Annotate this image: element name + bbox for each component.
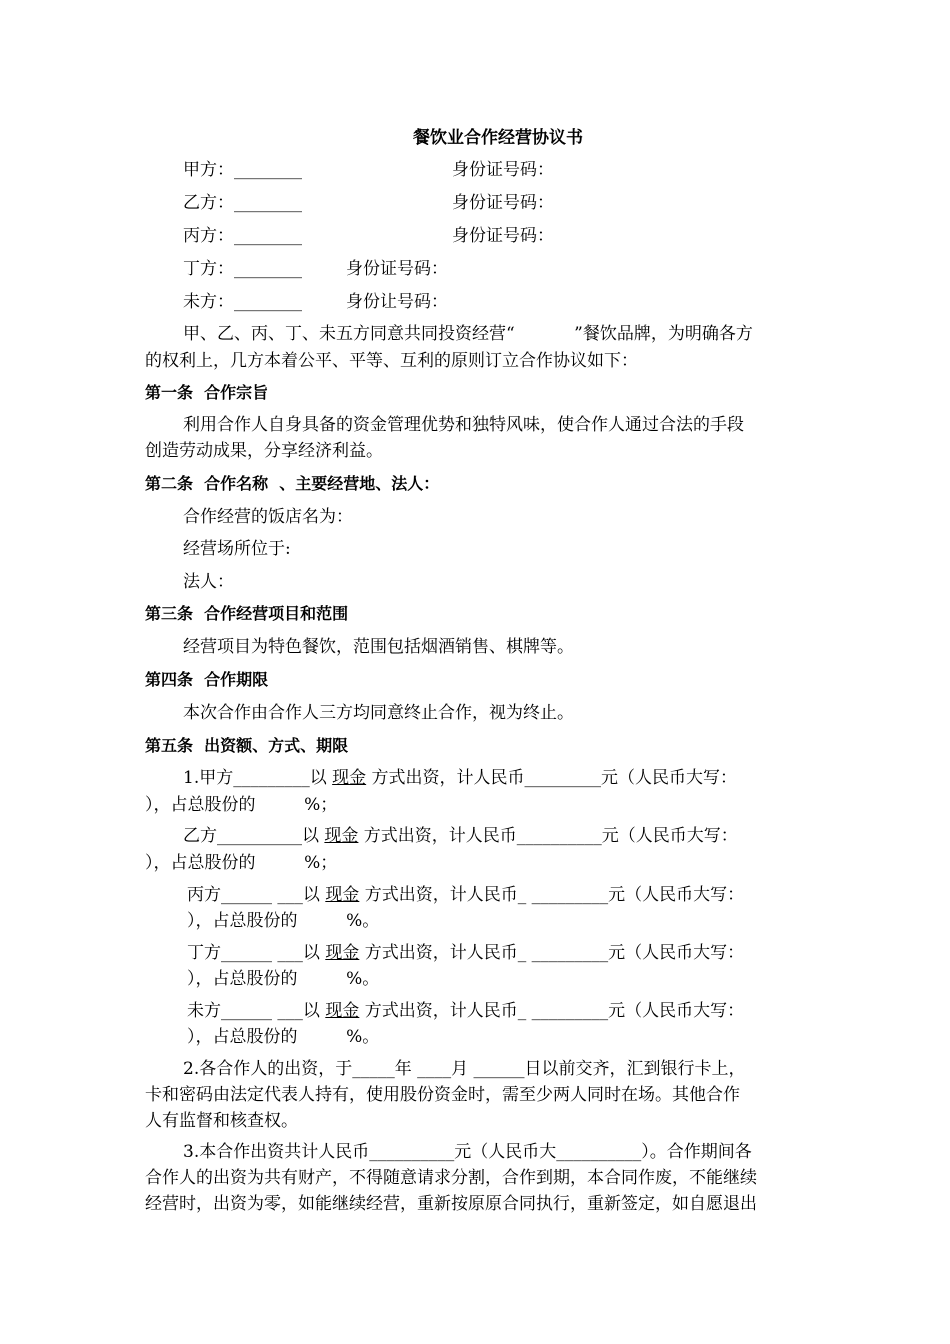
- contribution-wei-share: ），占总股份的 %。: [187, 1027, 380, 1047]
- party-wei-id: 身份让号码：: [346, 292, 448, 312]
- party-bing: 丙方：________: [183, 226, 302, 246]
- article-4-heading: 第四条 合作期限: [145, 670, 269, 689]
- clause-2-line-3: 人有监督和核查权。: [145, 1111, 298, 1131]
- contribution-bing: 丙方______ ___以 现金 方式出资，计人民币_ _________元（人民币大写：: [187, 885, 745, 905]
- article-2-heading: 第二条 合作名称 、主要经营地、法人：: [145, 474, 440, 493]
- article-2-line-1: 合作经营的饭店名为：: [183, 507, 353, 527]
- article-5-heading: 第五条 出资额、方式、期限: [145, 736, 349, 755]
- party-bing-id: 身份证号码：: [452, 226, 554, 246]
- contribution-wei: 未方______ ___以 现金 方式出资，计人民币_ _________元（人民币大写：: [187, 1001, 745, 1021]
- article-3-heading: 第三条 合作经营项目和范围: [145, 604, 349, 623]
- clause-3-line-2: 合作人的出资为共有财产，不得随意请求分割，合作到期，本合同作废，不能继续: [145, 1168, 757, 1188]
- contribution-jia-share: ），占总股份的 %；: [145, 795, 338, 815]
- party-ding-id: 身份证号码：: [346, 259, 448, 279]
- article-2-line-3: 法人：: [183, 572, 234, 592]
- article-4-line-1: 本次合作由合作人三方均同意终止合作，视为终止。: [183, 703, 574, 723]
- contribution-yi: 乙方__________以 现金 方式出资，计人民币__________元（人民币大写：: [183, 826, 738, 846]
- party-yi-id: 身份证号码：: [452, 193, 554, 213]
- contribution-jia: 1.甲方_________以 现金 方式出资，计人民币_________元（人民币大写：: [183, 768, 738, 788]
- party-yi: 乙方：________: [183, 193, 302, 213]
- intro-line-1: 甲、乙、丙、丁、未五方同意共同投资经营“ ”餐饮品牌，为明确各方: [183, 324, 753, 344]
- clause-3-line-1: 3.本合作出资共计人民币__________元（人民币大__________）。合作期间各: [183, 1142, 752, 1162]
- document-title: 餐饮业合作经营协议书: [413, 128, 583, 148]
- article-3-line-1: 经营项目为特色餐饮，范围包括烟酒销售、棋牌等。: [183, 637, 574, 657]
- article-1-line-1: 利用合作人自身具备的资金管理优势和独特风味，使合作人通过合法的手段: [183, 415, 744, 435]
- article-2-line-2: 经营场所位于:: [183, 539, 291, 559]
- party-jia: 甲方：________: [183, 160, 302, 180]
- clause-2-line-1: 2.各合作人的出资，于_____年 ____月 ______日以前交齐，汇到银行卡上，: [183, 1059, 746, 1079]
- intro-line-2: 的权利上，几方本着公平、平等、互利的原则订立合作协议如下：: [145, 351, 638, 371]
- party-ding: 丁方：________: [183, 259, 302, 279]
- article-1-heading: 第一条 合作宗旨: [145, 383, 269, 402]
- party-jia-id: 身份证号码：: [452, 160, 554, 180]
- contribution-ding: 丁方______ ___以 现金 方式出资，计人民币_ _________元（人民币大写：: [187, 943, 745, 963]
- contribution-bing-share: ），占总股份的 %。: [187, 911, 380, 931]
- party-wei: 未方：________: [183, 292, 302, 312]
- clause-2-line-2: 卡和密码由法定代表人持有，使用股份资金时，需至少两人同时在场。其他合作: [145, 1085, 740, 1105]
- contribution-yi-share: ），占总股份的 %；: [145, 853, 338, 873]
- contribution-ding-share: ），占总股份的 %。: [187, 969, 380, 989]
- clause-3-line-3: 经营时，出资为零，如能继续经营，重新按原原合同执行，重新签定，如自愿退出: [145, 1194, 757, 1214]
- article-1-line-2: 创造劳动成果，分享经济利益。: [145, 441, 383, 461]
